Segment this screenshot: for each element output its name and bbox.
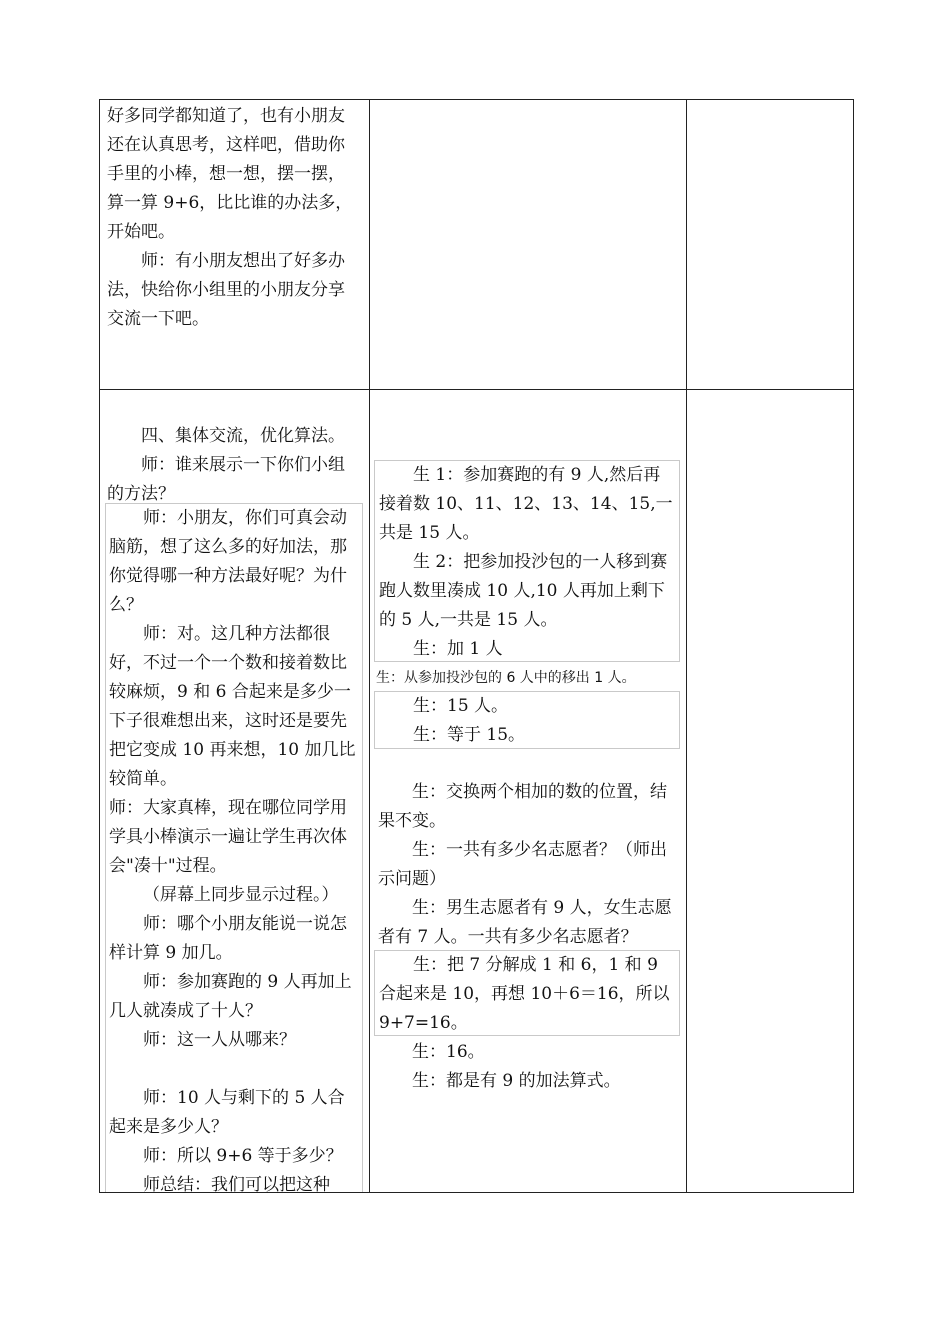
paragraph: 师：对。这几种方法都很好，不过一个一个数和接着数比较麻烦，9 和 6 合起来是多少一下子很难想出来，这时还是要先把它变成 10 再来想，10 加几比较简单。	[109, 624, 356, 789]
paragraph: 师：所以 9+6 等于多少？	[143, 1146, 343, 1166]
teacher-activity-cell	[100, 100, 369, 389]
paragraph: 师总结：我们可以把这种	[143, 1175, 330, 1192]
paragraph: 好多同学都知道了，也有小朋友还在认真思考，这样吧，借助你手里的小棒，想一想，摆一摆，算一算 9+6，比比谁的办法多，开始吧。	[107, 106, 353, 242]
text-frame	[374, 460, 680, 662]
paragraph: 师：10 人与剩下的 5 人合起来是多少人？	[109, 1088, 345, 1137]
paragraph: 师：参加赛跑的 9 人再加上几人就凑成了十人？	[109, 972, 352, 1021]
paragraph: 生：交换两个相加的数的位置，结果不变。	[378, 782, 667, 831]
paragraph: 生：把 7 分解成 1 和 6，1 和 9 合起来是 10，再想 10＋6＝16，所以 9+7=16。	[379, 955, 670, 1033]
table-row-1	[100, 100, 853, 389]
table-row-2	[100, 389, 853, 1192]
text-frame	[374, 691, 680, 749]
paragraph: 生：从参加投沙包的 6 人中的移出 1 人。	[376, 670, 636, 686]
paragraph: 生：加 1 人	[413, 639, 503, 659]
paragraph: 师：小朋友，你们可真会动脑筋，想了这么多的好加法，那你觉得哪一种方法最好呢？为什么？	[109, 508, 347, 615]
paragraph: 生：15 人。	[413, 696, 509, 716]
paragraph: 生：等于 15。	[413, 725, 526, 745]
paragraph: 生：16。	[412, 1042, 485, 1062]
student-activity-cell	[370, 390, 686, 1192]
section-heading: 四、集体交流，优化算法。	[141, 426, 345, 446]
paragraph: 生：都是有 9 的加法算式。	[412, 1071, 621, 1091]
text-frame	[374, 950, 680, 1036]
paragraph: 生 1：参加赛跑的有 9 人,然后再接着数 10、11、12、13、14、15,一共是 15 人。	[379, 465, 673, 543]
paragraph: 生 2：把参加投沙包的一人移到赛跑人数里凑成 10 人,10 人再加上剩下的 5 人,一共是 15 人。	[379, 552, 668, 630]
paragraph: 师：谁来展示一下你们小组的方法？	[107, 455, 345, 504]
paragraph: 生：男生志愿者有 9 人，女生志愿者有 7 人。一共有多少名志愿者？	[378, 898, 672, 947]
paragraph: 师：大家真棒，现在哪位同学用学具小棒演示一遍让学生再次体会"凑十"过程。	[109, 798, 347, 876]
paragraph: （屏幕上同步显示过程。）	[143, 885, 339, 905]
teacher-activity-cell	[100, 390, 369, 1192]
lesson-plan-table	[99, 99, 854, 1193]
paragraph: 生：一共有多少名志愿者？（师出示问题）	[378, 840, 667, 889]
paragraph: 师：这一人从哪来？	[143, 1030, 296, 1050]
text-frame	[105, 503, 363, 1192]
paragraph: 师：哪个小朋友能说一说怎样计算 9 加几。	[109, 914, 347, 963]
paragraph: 师：有小朋友想出了好多办法，快给你小组里的小朋友分享交流一下吧。	[107, 251, 345, 329]
blank-line	[109, 1055, 359, 1084]
